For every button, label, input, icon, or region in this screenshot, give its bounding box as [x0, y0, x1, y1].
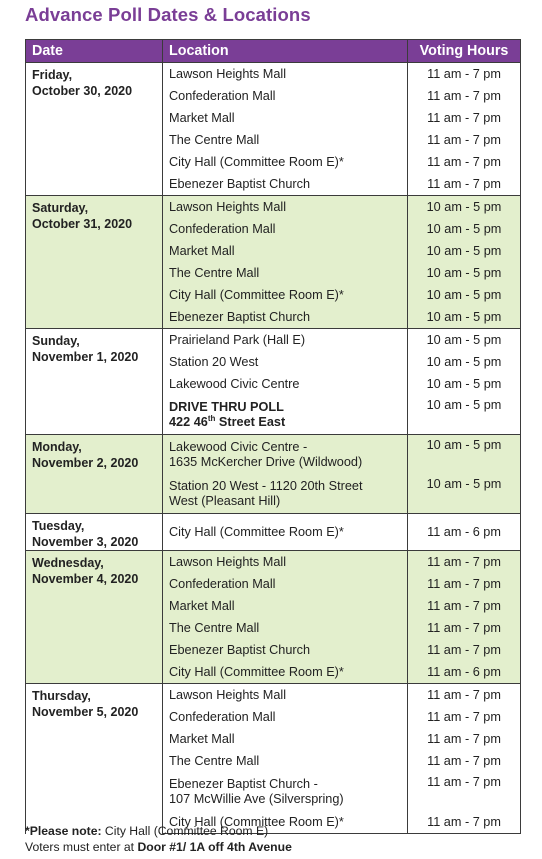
location-cell — [163, 107, 408, 129]
date-weekday: Saturday, — [32, 201, 89, 215]
date-cell — [26, 329, 163, 435]
address-street: Street East — [215, 414, 286, 429]
location-name: City Hall (Committee Room E)* — [169, 814, 344, 829]
date-group — [26, 551, 521, 684]
location-name: Station 20 West - 1120 20th Street — [169, 478, 363, 493]
table-row — [26, 514, 521, 551]
table-row — [26, 435, 521, 475]
location-cell — [163, 196, 408, 219]
voting-hours-cell: 11 am - 7 pm — [408, 129, 521, 151]
date-cell — [26, 514, 163, 551]
footnote-door: Door #1/ 1A off 4th Avenue — [137, 840, 292, 854]
location-cell — [163, 173, 408, 196]
location-name: Confederation Mall — [169, 576, 276, 591]
location-cell — [163, 573, 408, 595]
location-cell — [163, 240, 408, 262]
date-group — [26, 329, 521, 435]
location-name: Confederation Mall — [169, 221, 276, 236]
location-cell — [163, 728, 408, 750]
location-cell — [163, 373, 408, 395]
voting-hours-cell: 11 am - 7 pm — [408, 595, 521, 617]
footnote-label: *Please note: — [25, 824, 102, 838]
location-cell — [163, 514, 408, 551]
location-cell — [163, 617, 408, 639]
header-voting-hours: Voting Hours — [408, 40, 521, 63]
footnote — [25, 823, 292, 855]
address-number: 422 46 — [169, 414, 208, 429]
voting-hours-cell: 11 am - 7 pm — [408, 573, 521, 595]
voting-hours-cell: 11 am - 7 pm — [408, 63, 521, 86]
location-name: Confederation Mall — [169, 88, 276, 103]
location-name: Confederation Mall — [169, 709, 276, 724]
location-cell — [163, 284, 408, 306]
table-row — [26, 196, 521, 219]
location-cell — [163, 262, 408, 284]
footnote-text: City Hall (Committee Room E) — [101, 824, 269, 838]
location-cell — [163, 435, 408, 475]
voting-hours-cell: 10 am - 5 pm — [408, 474, 521, 514]
voting-hours-cell: 10 am - 5 pm — [408, 262, 521, 284]
voting-hours-cell: 10 am - 5 pm — [408, 284, 521, 306]
date-weekday: Tuesday, — [32, 519, 85, 533]
voting-hours-cell: 10 am - 5 pm — [408, 306, 521, 329]
voting-hours-cell: 11 am - 7 pm — [408, 811, 521, 834]
date-group — [26, 514, 521, 551]
date-full: November 5, 2020 — [32, 705, 139, 719]
drive-thru-label: DRIVE THRU POLL — [169, 399, 284, 414]
advance-poll-table — [25, 39, 521, 834]
location-cell — [163, 474, 408, 514]
location-cell — [163, 706, 408, 728]
location-cell — [163, 639, 408, 661]
date-cell — [26, 551, 163, 684]
drive-thru-address — [169, 415, 401, 430]
location-cell — [163, 63, 408, 86]
date-group — [26, 196, 521, 329]
ordinal-suffix: th — [207, 413, 216, 423]
location-name: The Centre Mall — [169, 265, 260, 280]
location-name: Market Mall — [169, 598, 235, 613]
date-weekday: Friday, — [32, 68, 73, 82]
date-group — [26, 435, 521, 514]
page-title: Advance Poll Dates & Locations — [25, 4, 311, 25]
date-weekday: Thursday, — [32, 689, 91, 703]
voting-hours-cell: 11 am - 7 pm — [408, 551, 521, 574]
location-detail: 107 McWillie Ave (Silverspring) — [169, 791, 344, 806]
location-cell — [163, 151, 408, 173]
location-name: Ebenezer Baptist Church — [169, 176, 311, 191]
voting-hours-cell: 10 am - 5 pm — [408, 218, 521, 240]
date-group — [26, 684, 521, 834]
date-full: October 31, 2020 — [32, 217, 133, 231]
table-row — [26, 63, 521, 86]
date-weekday: Wednesday, — [32, 556, 104, 570]
location-name: Ebenezer Baptist Church — [169, 642, 311, 657]
location-detail: West (Pleasant Hill) — [169, 493, 281, 508]
location-name: Market Mall — [169, 243, 235, 258]
date-full: October 30, 2020 — [32, 84, 133, 98]
date-full: November 4, 2020 — [32, 572, 139, 586]
location-name: Prairieland Park (Hall E) — [169, 332, 306, 347]
table-row — [26, 684, 521, 707]
header-date: Date — [26, 40, 163, 63]
date-cell — [26, 63, 163, 196]
voting-hours-cell: 10 am - 5 pm — [408, 435, 521, 475]
table-header-row — [26, 40, 521, 63]
table-row — [26, 329, 521, 352]
location-name: Lakewood Civic Centre — [169, 376, 300, 391]
location-name: City Hall (Committee Room E)* — [169, 664, 344, 679]
voting-hours-cell: 10 am - 5 pm — [408, 196, 521, 219]
voting-hours-cell: 11 am - 7 pm — [408, 617, 521, 639]
location-name: Lawson Heights Mall — [169, 199, 287, 214]
date-weekday: Sunday, — [32, 334, 80, 348]
location-name: Lawson Heights Mall — [169, 554, 287, 569]
header-location: Location — [163, 40, 408, 63]
voting-hours-cell: 11 am - 7 pm — [408, 173, 521, 196]
voting-hours-cell: 10 am - 5 pm — [408, 329, 521, 352]
date-full: November 1, 2020 — [32, 350, 139, 364]
location-name: The Centre Mall — [169, 132, 260, 147]
location-cell — [163, 750, 408, 772]
voting-hours-cell: 11 am - 7 pm — [408, 728, 521, 750]
location-name: The Centre Mall — [169, 620, 260, 635]
location-name: City Hall (Committee Room E)* — [169, 287, 344, 302]
date-cell — [26, 684, 163, 834]
location-cell — [163, 351, 408, 373]
date-cell — [26, 435, 163, 514]
location-detail: 1635 McKercher Drive (Wildwood) — [169, 454, 363, 469]
date-full: November 3, 2020 — [32, 535, 139, 549]
footnote-line-1 — [25, 823, 292, 839]
location-cell — [163, 595, 408, 617]
location-name: The Centre Mall — [169, 753, 260, 768]
voting-hours-cell: 11 am - 7 pm — [408, 750, 521, 772]
location-cell — [163, 85, 408, 107]
voting-hours-cell: 11 am - 6 pm — [408, 661, 521, 684]
location-name: Lawson Heights Mall — [169, 687, 287, 702]
location-name: Lakewood Civic Centre - — [169, 439, 308, 454]
voting-hours-cell: 10 am - 5 pm — [408, 351, 521, 373]
voting-hours-cell: 11 am - 7 pm — [408, 107, 521, 129]
location-name: Ebenezer Baptist Church - — [169, 776, 318, 791]
voting-hours-cell: 10 am - 5 pm — [408, 373, 521, 395]
location-cell — [163, 661, 408, 684]
location-name: City Hall (Committee Room E)* — [169, 524, 344, 539]
location-name: City Hall (Committee Room E)* — [169, 154, 344, 169]
voting-hours-cell: 11 am - 7 pm — [408, 151, 521, 173]
footnote-entry-text: Voters must enter at — [25, 840, 138, 854]
table-row — [26, 551, 521, 574]
date-cell — [26, 196, 163, 329]
date-weekday: Monday, — [32, 440, 82, 454]
voting-hours-cell: 11 am - 7 pm — [408, 772, 521, 811]
voting-hours-cell: 11 am - 6 pm — [408, 514, 521, 551]
location-name: Market Mall — [169, 731, 235, 746]
location-cell — [163, 395, 408, 435]
location-cell — [163, 218, 408, 240]
voting-hours-cell: 11 am - 7 pm — [408, 85, 521, 107]
voting-hours-cell: 10 am - 5 pm — [408, 395, 521, 435]
date-group — [26, 63, 521, 196]
location-name: Lawson Heights Mall — [169, 66, 287, 81]
location-cell — [163, 772, 408, 811]
voting-hours-cell: 11 am - 7 pm — [408, 684, 521, 707]
location-name: Station 20 West — [169, 354, 259, 369]
location-cell — [163, 329, 408, 352]
voting-hours-cell: 11 am - 7 pm — [408, 706, 521, 728]
footnote-line-2 — [25, 839, 292, 855]
location-cell — [163, 684, 408, 707]
location-name: Market Mall — [169, 110, 235, 125]
location-name: Ebenezer Baptist Church — [169, 309, 311, 324]
date-full: November 2, 2020 — [32, 456, 139, 470]
location-cell — [163, 551, 408, 574]
location-cell — [163, 306, 408, 329]
voting-hours-cell: 11 am - 7 pm — [408, 639, 521, 661]
voting-hours-cell: 10 am - 5 pm — [408, 240, 521, 262]
location-cell — [163, 129, 408, 151]
